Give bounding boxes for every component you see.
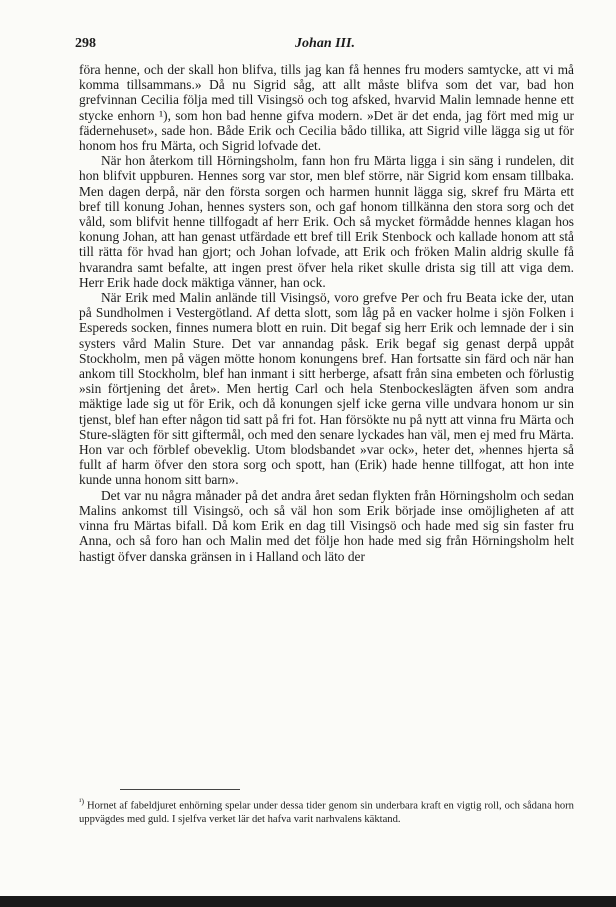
paragraph: När hon återkom till Hörningsholm, fann hon fru Märta ligga i sin säng i rundelen, dit hon blifvit uppburen. Hennes sorg var stor, men blef större, när Sigrid kom ensam tillbaka. Men dagen derpå, när den första sorgen och harmen hunnit lägga sig, skref fru Märta ett bref till konung Johan, hennes systers son, och gaf honom tillkänna den stora sorg och det våld, som blifvit henne tillfogadt af herr Erik. Och så mycket förmådde hennes klagan hos konung Johan, att han genast utfärdade ett bref till Erik Stenbock och kallade honom att stå till rätta för hvad han gjort; och Johan lofvade, att Erik och fröken Malin aldrig skulle få hvarandra samt befalte, att ingen prest öfver hela riket skulle drista sig till att viga dem. Herr Erik hade dock mäktiga vänner, han ock. bbox=[79, 153, 574, 290]
paragraph: Det var nu några månader på det andra året sedan flykten från Hörningsholm och sedan Malins ankomst till Visingsö, och så väl hon som Erik började inse omöjligheten af att vinna fru Märtas bifall. Då kom Erik en dag till Visingsö och hade med sig sin faster fru Anna, och så foro han och Malin med det följe hon hade med sig från Hörningsholm helt hastigt öfver danska gränsen in i Halland och läto der bbox=[79, 487, 574, 564]
footnote bbox=[79, 795, 574, 826]
footnote-text: Hornet af fabeldjuret enhörning spelar under dessa tider genom sin underbara kraft en vigtig roll, och sådana horn uppvägdes med guld. I sjelfva verket lär det hafva varit narhvalens käktand. bbox=[79, 800, 574, 825]
footnote-marker: ¹) bbox=[79, 797, 85, 806]
paragraph: När Erik med Malin anlände till Visingsö, voro grefve Per och fru Beata icke der, utan på Sundholmen i Vestergötland. Af detta slott, som låg på en vacker holme i sjön Folken i Espereds socken, finnes numera blott en ruin. Dit begaf sig herr Erik och lemnade der i sin systers vård Malin Sture. Det var annandag påsk. Erik begaf sig genast derpå uppåt Stockholm, men på vägen mötte honom konungens bref. Han fortsatte sin färd och när han ankom till Stockholm, blef han inmant i sitt herberge, afsatt från sina embeten och förlustig »sin förtjening det året». Men hertig Carl och hela Stenbockeslägten äfven som andra mäktige lade sig ut för Erik, och då konungen sjelf icke gerna ville undvara honom ur sin tjenst, blef han efter någon tid satt på fri fot. Han försökte nu på nytt att vinna fru Märta och Sture-slägten för sitt giftermål, och med den senare lyckades han väl, men ej med fru Märta. Hon var och förblef obeveklig. Utom blodsbandet »var ock», heter det, »hennes hjerta så fullt af harm öfver den stora sorg och spott, han (Erik) hade henne tillfogat, att hon inte kunde unna honom sitt barn». bbox=[79, 290, 574, 488]
footnote-rule bbox=[120, 789, 240, 790]
page-number: 298 bbox=[75, 36, 96, 51]
running-title: Johan III. bbox=[295, 36, 355, 51]
paragraph: föra henne, och der skall hon blifva, tills jag kan få hennes fru moders samtycke, att vi må komma tillsammans.» Då nu Sigrid såg, att allt måste blifva som det var, bad hon grefvinnan Cecilia följa med till Visingsö och tog afsked, hvarvid Malin lemnade henne ett stycke enhorn ¹), som hon bad henne gifva modern. »Det är det enda, jag fört med mig ur fädernehuset», sade hon. Både Erik och Cecilia bådo tillika, att Sigrid ville lägga sig ut för honom hos fru Märta, och Sigrid lofvade det. bbox=[79, 62, 574, 154]
page-header bbox=[75, 36, 575, 56]
body-text bbox=[79, 62, 574, 564]
scan-bottom-edge bbox=[0, 896, 616, 907]
